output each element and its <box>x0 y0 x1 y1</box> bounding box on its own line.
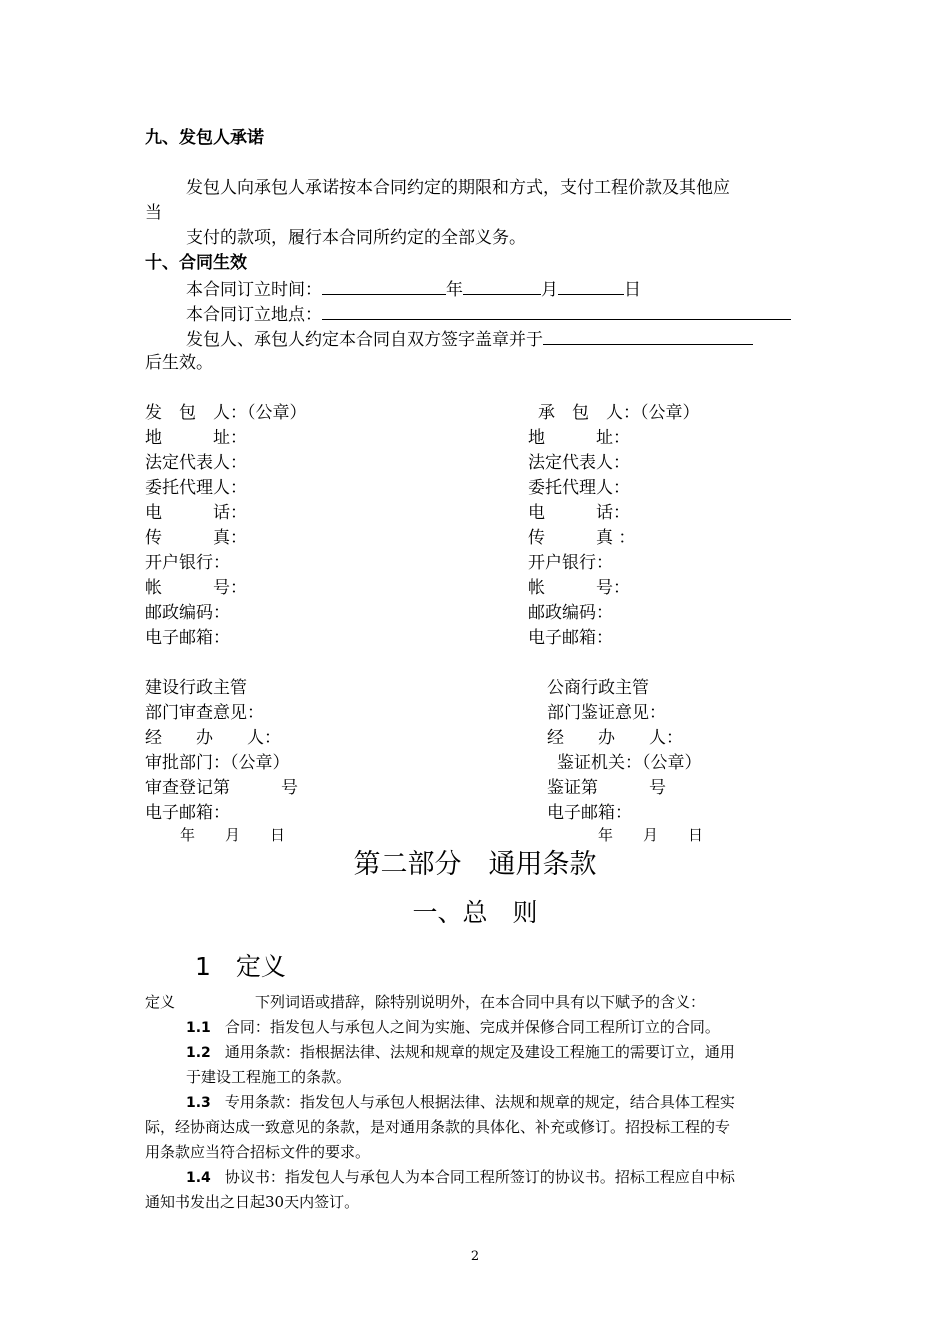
section-9-line-1: 发包人向承包人承诺按本合同约定的期限和方式，支付工程价款及其他应 <box>186 178 730 198</box>
item-1-3 <box>186 1095 735 1110</box>
certify-org-seal: 鉴证机关：（公章） <box>557 753 702 773</box>
contract-place-label: 本合同订立地点： <box>186 305 322 325</box>
contractor-legal-rep: 法定代表人： <box>528 453 630 473</box>
approval-dept-seal: 审批部门：（公章） <box>145 753 290 773</box>
item-number: 1.4 <box>186 1170 211 1186</box>
item-number: 1.2 <box>186 1045 211 1061</box>
certify-opinion: 部门鉴证意见： <box>547 703 666 723</box>
month-blank <box>463 280 541 295</box>
certify-handler: 经 办 人： <box>547 728 683 748</box>
month-label: 月 <box>541 280 558 300</box>
section-9-line-2: 支付的款项，履行本合同所约定的全部义务。 <box>186 228 526 248</box>
day-label: 日 <box>624 280 641 300</box>
review-opinion: 部门审查意见： <box>145 703 264 723</box>
review-handler: 经 办 人： <box>145 728 281 748</box>
item-1-2 <box>186 1045 735 1060</box>
definition-label: 定义 <box>145 993 176 1011</box>
contractor-email: 电子邮箱： <box>528 628 613 648</box>
contract-time-label: 本合同订立时间： <box>186 280 322 300</box>
contractor-fax: 传 真 ： <box>528 528 636 548</box>
contract-place-row <box>186 305 791 324</box>
commerce-authority: 公商行政主管 <box>547 678 649 698</box>
item-text: 专用条款：指发包人与承包人根据法律、法规和规章的规定，结合具体工程实 <box>224 1093 735 1111</box>
item-1-3-cont-2: 用条款应当符合招标文件的要求。 <box>145 1143 371 1161</box>
item-number: 1.3 <box>186 1095 211 1111</box>
part-two-title: 第二部分 通用条款 <box>353 849 597 880</box>
item-text: 通用条款：指根据法律、法规和规章的规定及建设工程施工的需要订立，通用 <box>224 1043 735 1061</box>
effective-text: 发包人、承包人约定本合同自双方签字盖章并于 <box>186 330 543 350</box>
chapter-title: 一、总 则 <box>412 898 538 927</box>
employer-phone: 电 话： <box>145 503 247 523</box>
certify-date: 年 月 日 <box>598 826 704 844</box>
certify-no: 鉴证第 号 <box>547 778 666 798</box>
employer-bank: 开户银行： <box>145 553 230 573</box>
section-title: 1 定义 <box>195 952 286 981</box>
employer-seal: 发 包 人：（公章） <box>145 403 307 423</box>
employer-legal-rep: 法定代表人： <box>145 453 247 473</box>
contractor-postcode: 邮政编码： <box>528 603 613 623</box>
item-text: 合同：指发包人与承包人之间为实施、完成并保修合同工程所订立的合同。 <box>224 1018 720 1036</box>
construction-authority: 建设行政主管 <box>145 678 247 698</box>
effective-tail: 后生效。 <box>145 353 213 373</box>
item-1-1 <box>186 1020 720 1035</box>
contractor-bank: 开户银行： <box>528 553 613 573</box>
item-1-2-cont: 于建设工程施工的条款。 <box>186 1068 352 1086</box>
day-blank <box>558 280 624 295</box>
year-label: 年 <box>446 280 463 300</box>
effective-blank <box>543 330 753 345</box>
review-email: 电子邮箱： <box>145 803 230 823</box>
page-number: 2 <box>470 1249 480 1264</box>
contractor-account: 帐 号： <box>528 578 630 598</box>
contractor-agent: 委托代理人： <box>528 478 630 498</box>
review-register-no: 审查登记第 号 <box>145 778 298 798</box>
item-1-4 <box>186 1170 735 1185</box>
contractor-phone: 电 话： <box>528 503 630 523</box>
item-1-4-cont: 通知书发出之日起30天内签订。 <box>145 1193 360 1211</box>
employer-fax: 传 真： <box>145 528 247 548</box>
employer-address: 地 址： <box>145 428 247 448</box>
employer-account: 帐 号： <box>145 578 247 598</box>
certify-email: 电子邮箱： <box>547 803 632 823</box>
employer-email: 电子邮箱： <box>145 628 230 648</box>
year-blank <box>322 280 446 295</box>
place-blank <box>322 305 791 320</box>
contractor-seal: 承 包 人：（公章） <box>538 403 700 423</box>
section-10-heading: 十、合同生效 <box>145 253 247 273</box>
item-1-3-cont-1: 际，经协商达成一致意见的条款，是对通用条款的具体化、补充或修订。招投标工程的专 <box>145 1118 731 1136</box>
definition-intro: 下列词语或措辞，除特别说明外，在本合同中具有以下赋予的含义： <box>255 993 706 1011</box>
section-9-line-1b: 当 <box>145 203 162 223</box>
effective-row <box>186 330 753 349</box>
contractor-address: 地 址： <box>528 428 630 448</box>
employer-postcode: 邮政编码： <box>145 603 230 623</box>
review-date: 年 月 日 <box>180 826 286 844</box>
contract-time-row <box>186 280 641 299</box>
employer-agent: 委托代理人： <box>145 478 247 498</box>
item-number: 1.1 <box>186 1020 211 1036</box>
item-text: 协议书：指发包人与承包人为本合同工程所签订的协议书。招标工程应自中标 <box>224 1168 735 1186</box>
section-9-heading: 九、发包人承诺 <box>145 128 264 148</box>
